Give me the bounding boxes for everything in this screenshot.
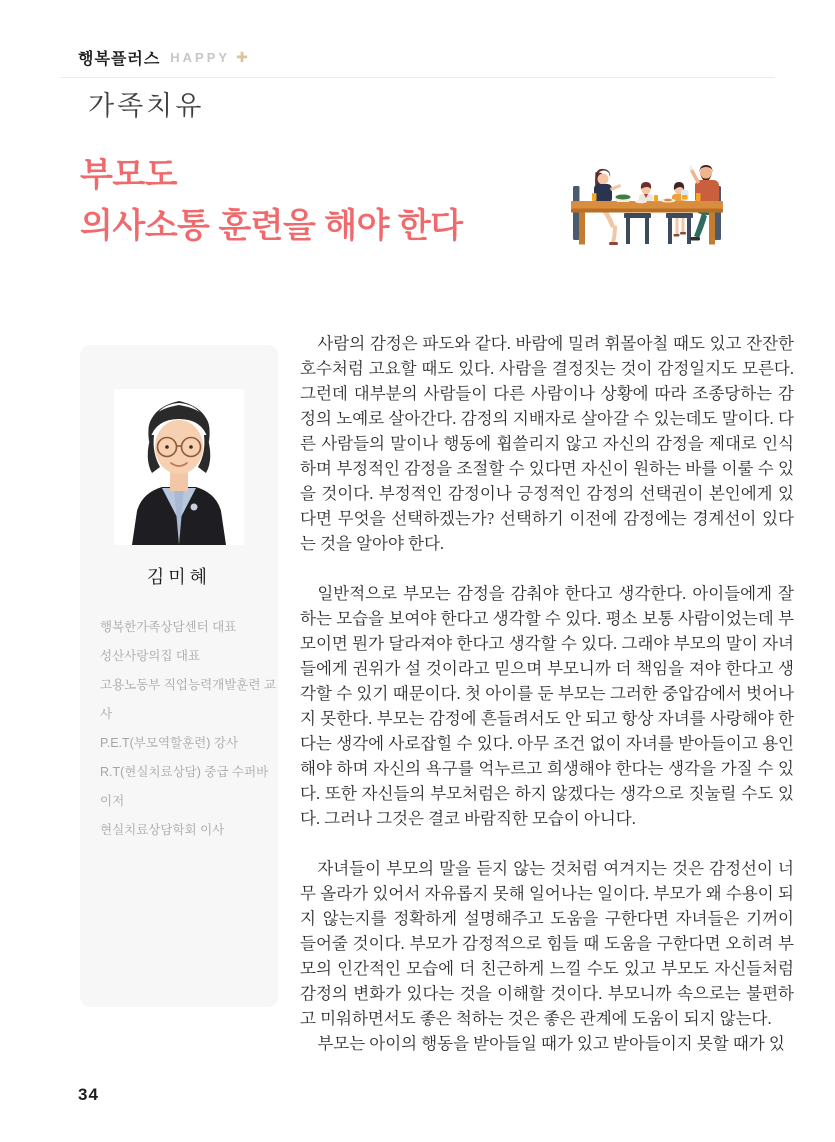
author-card xyxy=(80,345,278,1007)
credential-item: 성산사랑의집 대표 xyxy=(100,649,201,663)
body-paragraph: 사람의 감정은 파도와 같다. 바람에 밀려 휘몰아칠 때도 있고 잔잔한 호수처럼 고요할 때도 있다. 사람을 결정짓는 것이 감정일지도 모른다. 그런데 대부분의 사람들이 다른 사람이나 상황에 따라 조종당하는 감정의 노예로 살아간다. 감정의 지배자로 살아갈 수 있는데도 말이다. 다른 사람들의 말이나 행동에 휩쓸리지 않고 자신의 감정을 제대로 인식하며 부정적인 감정을 조절할 수 있다면 자신이 원하는 바를 이룰 수 있을 것이다. 부정적인 감정이나 긍정적인 감정의 선택권이 본인에게 있다면 무엇을 선택하겠는가? 선택하기 이전에 감정에는 경계선이 있다는 것을 알아야 한다. xyxy=(300,334,794,553)
header-divider xyxy=(60,77,775,78)
masthead xyxy=(78,46,248,69)
article-title-line1: 부모도 xyxy=(80,156,178,194)
article-title-line2: 의사소통 훈련을 해야 한다 xyxy=(80,207,463,245)
magazine-brand: 행복플러스 xyxy=(78,51,161,68)
body-paragraph: 부모는 아이의 행동을 받아들일 때가 있고 받아들이지 못할 때가 있 xyxy=(317,1034,785,1053)
plus-icon: ✚ xyxy=(236,49,248,65)
credential-item: R.T(현실치료상담) 중급 수퍼바이저 xyxy=(100,765,269,808)
author-photo xyxy=(114,389,244,545)
credential-item: 행복한가족상담센터 대표 xyxy=(100,620,237,634)
magazine-brand-en: HAPPY xyxy=(170,50,231,65)
body-paragraph: 일반적으로 부모는 감정을 감춰야 한다고 생각한다. 아이들에게 잘하는 모습을 보여야 한다고 생각할 수 있다. 평소 보통 사람이었는데 부모이면 뭔가 달라져야 한다고 생각할 수 있다. 그래야 부모의 말이 자녀들에게 권위가 설 것이라고 믿으며 부모니까 더 책임을 져야 한다고 생각할 수 있기 때문이다. 첫 아이를 둔 부모는 그러한 중압감에서 벗어나지 못한다. 부모는 감정에 흔들려서도 안 되고 항상 자녀를 사랑해야 한다는 생각에 사로잡힐 수 있다. 아무 조건 없이 자녀를 받아들이고 용인해야 하며 자신의 욕구를 억누르고 희생해야 한다는 생각을 가질 수 있다. 또한 자신들의 부모처럼은 하지 않겠다는 생각으로 짓눌릴 수도 있다. 그러나 그것은 결코 바람직한 모습이 아니다. xyxy=(300,584,794,828)
section-title: 가족치유 xyxy=(88,91,205,121)
credential-item: 고용노동부 직업능력개발훈련 교사 xyxy=(100,678,276,721)
credential-item: P.E.T(부모역할훈련) 강사 xyxy=(100,736,239,750)
author-credentials xyxy=(100,613,278,845)
credential-item: 현실치료상담학회 이사 xyxy=(100,823,225,837)
article-title xyxy=(80,150,463,252)
body-paragraph: 자녀들이 부모의 말을 듣지 않는 것처럼 여겨지는 것은 감정선이 너무 올라가 있어서 자유롭지 못해 일어나는 일이다. 부모가 왜 수용이 되지 않는지를 정확하게 설명해주고 도움을 구한다면 자녀들은 기꺼이 들어줄 것이다. 부모가 감정적으로 힘들 때 도움을 구한다면 오히려 부모의 인간적인 모습에 더 친근하게 느낄 수도 있고 부모도 자신들처럼 감정의 변화가 있다는 것을 이해할 것이다. 부모니까 속으로는 불편하고 미워하면서도 좋은 척하는 것은 좋은 관계에 도움이 되지 않는다. xyxy=(300,859,794,1028)
family-dinner-illustration xyxy=(548,142,746,255)
article-body xyxy=(300,331,794,1056)
page-number: 34 xyxy=(78,1085,99,1104)
author-name: 김미혜 xyxy=(146,567,212,587)
